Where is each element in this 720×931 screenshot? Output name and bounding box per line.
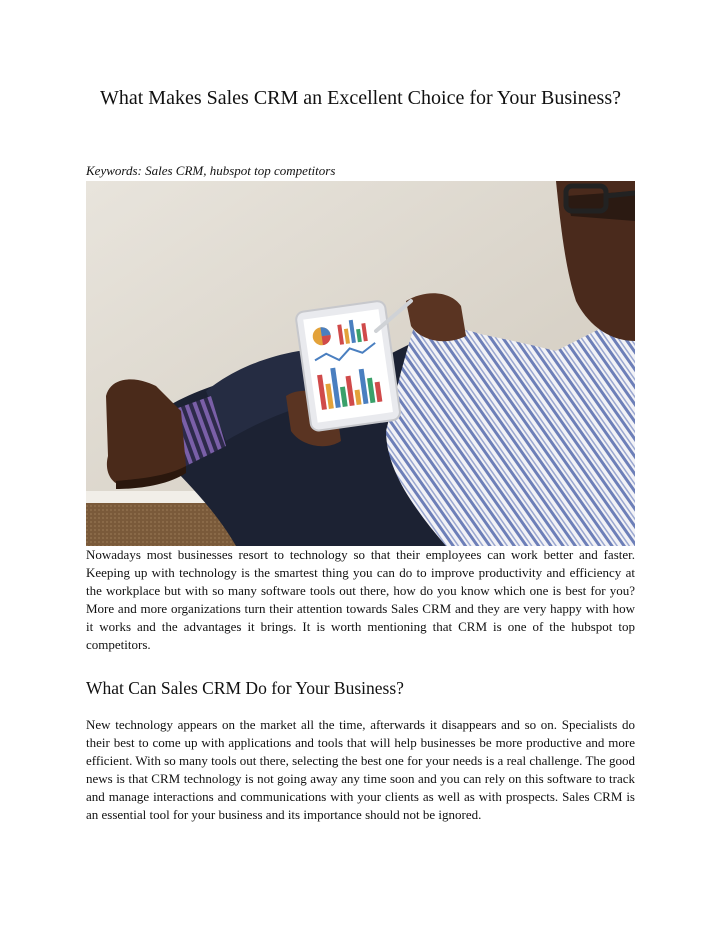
section-paragraph: New technology appears on the market all the time, afterwards it disappears and so on. Specialists do their best to come up with applications and tools that will help businesses be more productive and more efficient. With so many tools out there, selecting the best one for your needs is a real challenge. The good news is that CRM technology is not going away any time soon and you can rely on this software to track and manage interactions and communications with your clients as well as with prospects. Sales CRM is an essential tool for your business and its importance should not be ignored. xyxy=(86,717,635,822)
man-with-tablet-photo xyxy=(86,181,635,546)
keywords-line: Keywords: Sales CRM, hubspot top competitors xyxy=(86,163,336,178)
section-heading: What Can Sales CRM Do for Your Business? xyxy=(86,678,404,698)
document-title: What Makes Sales CRM an Excellent Choice for Your Business? xyxy=(99,87,622,109)
intro-paragraph: Nowadays most businesses resort to technology so that their employees can work better and faster. Keeping up with technology is the smartest thing you can do to improve productivity and efficiency at the workplace but with so many software tools out there, how do you know which one is best for you? More and more organizations turn their attention towards Sales CRM and they are very happy with how it works and the advantages it brings. It is worth mentioning that CRM is one of the hubspot top competitors. xyxy=(86,547,635,652)
